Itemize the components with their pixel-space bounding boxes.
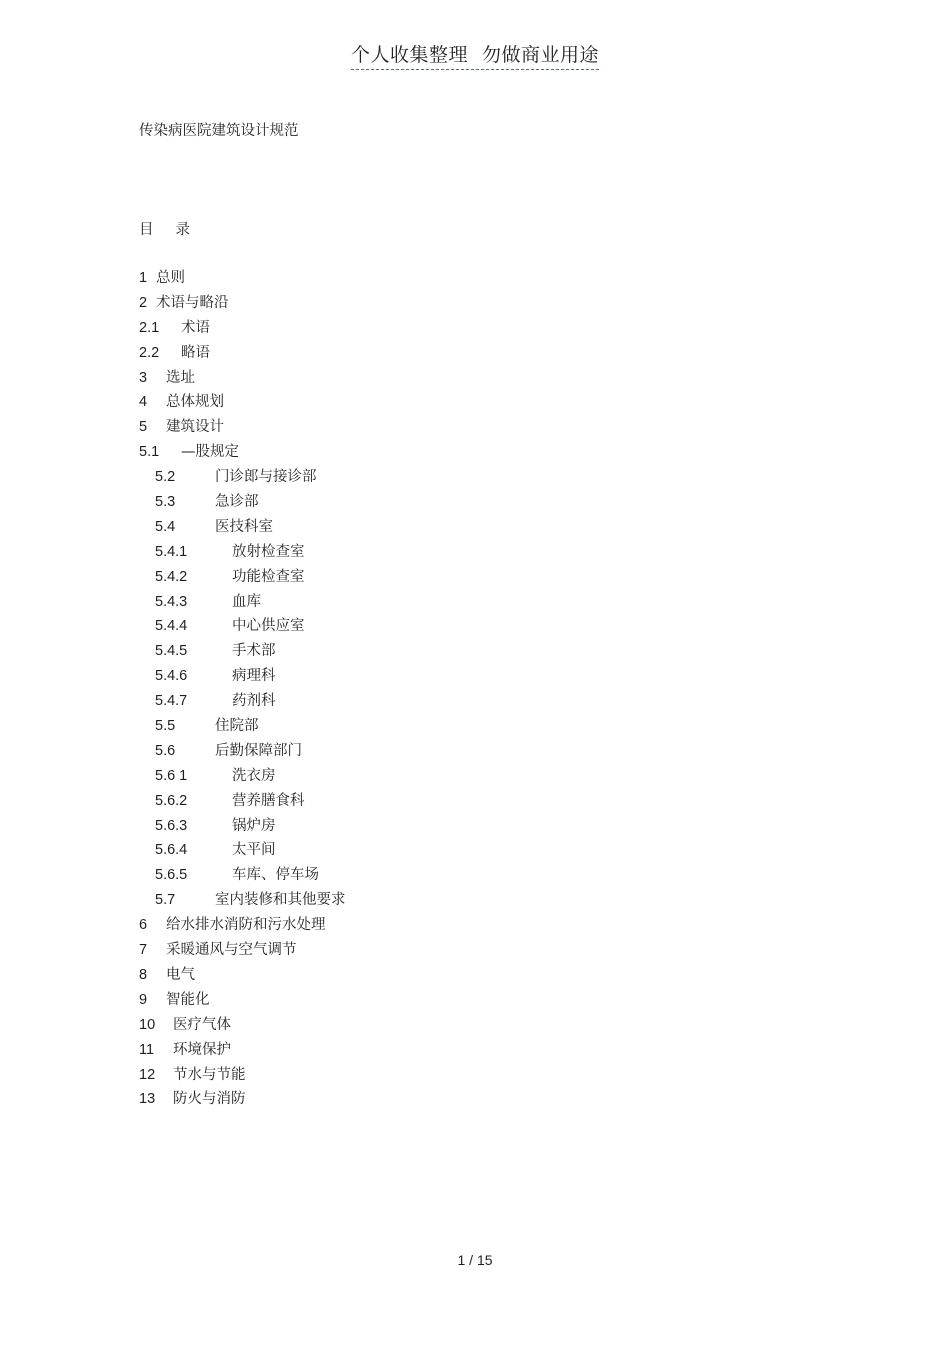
toc-item (139, 840, 346, 865)
toc-item-label: 功能检查室 (232, 568, 305, 585)
header-part-2: 勿做商业用途 (482, 44, 600, 66)
toc-item-label: 锅炉房 (232, 817, 276, 834)
toc-item-number: 5.2 (155, 469, 176, 486)
toc-heading-char-2: 录 (175, 222, 190, 238)
toc-item-label: 总体规划 (166, 394, 224, 411)
toc-item-label: 环境保护 (173, 1041, 231, 1058)
toc-item (139, 567, 346, 592)
toc-item (139, 616, 346, 641)
toc-item-label: —股规定 (181, 444, 239, 461)
toc-item-label: 医技科室 (215, 518, 273, 535)
toc-item-label: 医疗气体 (173, 1016, 231, 1033)
toc-item-number: 5.6 1 (155, 767, 188, 784)
toc-item (139, 293, 346, 318)
toc-item (139, 990, 346, 1015)
page-header (0, 40, 950, 70)
toc-item-number: 5.4.5 (155, 643, 188, 660)
toc-heading-char-1: 目 (139, 222, 154, 238)
toc-item (139, 1015, 346, 1040)
toc-item (139, 940, 346, 965)
toc-item-number: 5.3 (155, 494, 176, 511)
toc-item-number: 5.4 (155, 518, 176, 535)
toc-item (139, 1065, 346, 1090)
toc-item (139, 691, 346, 716)
toc-item-number: 8 (139, 966, 148, 983)
toc-item (139, 766, 346, 791)
toc-item (139, 791, 346, 816)
toc-item-label: 采暖通风与空气调节 (166, 942, 297, 959)
toc-item (139, 268, 346, 293)
toc-item-number: 5.6.3 (155, 817, 188, 834)
toc-item (139, 368, 346, 393)
toc-item (139, 1040, 346, 1065)
toc-item-label: 电气 (166, 966, 195, 983)
toc-item-number: 2 (139, 294, 148, 311)
toc-item-label: 建筑设计 (166, 419, 224, 436)
toc-item (139, 492, 346, 517)
toc-item (139, 517, 346, 542)
toc-item-number: 5.4.7 (155, 693, 188, 710)
toc-item-number: 5.6.2 (155, 792, 188, 809)
toc-item (139, 1089, 346, 1114)
toc-item (139, 666, 346, 691)
toc-item-number: 5.6 (155, 742, 176, 759)
toc-item (139, 392, 346, 417)
toc-item-number: 5.7 (155, 892, 176, 909)
toc-item-label: 血库 (232, 593, 261, 610)
toc-item (139, 592, 346, 617)
toc-item (139, 915, 346, 940)
toc-item-number: 2.2 (139, 344, 160, 361)
toc-item (139, 542, 346, 567)
toc-item-number: 5.4.6 (155, 668, 188, 685)
toc-item-number: 5 (139, 419, 148, 436)
toc-item-number: 1 (139, 270, 148, 286)
toc-item-label: 节水与节能 (173, 1066, 246, 1083)
toc-item-number: 5.1 (139, 444, 160, 461)
toc-heading (139, 218, 190, 239)
toc-item-number: 13 (139, 1091, 156, 1108)
toc-item-label: 中心供应室 (232, 618, 305, 635)
toc-item-label: 营养膳食科 (232, 792, 305, 809)
toc-item-label: 洗衣房 (232, 767, 276, 784)
toc-item-label: 放射检查室 (232, 543, 305, 560)
toc-item-number: 5.6.5 (155, 867, 188, 884)
document-title: 传染病医院建筑设计规范 (139, 123, 299, 139)
toc-item-number: 5.4.2 (155, 568, 188, 585)
toc-item-label: 病理科 (232, 668, 276, 685)
table-of-contents (139, 268, 346, 1114)
toc-item-label: 后勤保障部门 (215, 742, 302, 759)
toc-item (139, 467, 346, 492)
toc-item-label: 急诊部 (215, 494, 259, 511)
toc-item (139, 890, 346, 915)
toc-item-number: 7 (139, 942, 148, 959)
toc-item-number: 5.4.4 (155, 618, 188, 635)
toc-item (139, 318, 346, 343)
toc-item-number: 3 (139, 369, 148, 386)
toc-item-number: 10 (139, 1016, 156, 1033)
toc-item-number: 5.4.3 (155, 593, 188, 610)
toc-item (139, 741, 346, 766)
toc-item (139, 965, 346, 990)
toc-item (139, 343, 346, 368)
toc-item (139, 865, 346, 890)
header-watermark (351, 40, 599, 70)
toc-item-label: 总则 (156, 270, 185, 286)
toc-item-label: 选址 (166, 369, 195, 386)
toc-item-label: 给水排水消防和污水处理 (166, 917, 326, 934)
toc-item-number: 9 (139, 991, 148, 1008)
toc-item (139, 442, 346, 467)
toc-item (139, 816, 346, 841)
toc-item-label: 药剂科 (232, 693, 276, 710)
toc-item-label: 智能化 (166, 991, 210, 1008)
toc-item-number: 5.6.4 (155, 842, 188, 859)
toc-item-label: 术语 (181, 319, 210, 336)
toc-item-label: 防火与消防 (173, 1091, 246, 1108)
toc-item-number: 6 (139, 917, 148, 934)
toc-item-label: 车库、停车场 (232, 867, 319, 884)
toc-item-label: 术语与略沿 (156, 294, 229, 311)
toc-item-number: 5.4.1 (155, 543, 188, 560)
toc-item-number: 12 (139, 1066, 156, 1083)
toc-item-label: 门诊郎与接诊部 (215, 469, 317, 486)
header-part-1: 个人收集整理 (350, 44, 468, 66)
toc-item-number: 4 (139, 394, 148, 411)
toc-item-label: 住院部 (215, 718, 259, 735)
toc-item-number: 11 (139, 1041, 155, 1058)
page-number: 1 / 15 (457, 1252, 493, 1268)
toc-item-number: 5.5 (155, 718, 176, 735)
toc-item-label: 室内装修和其他要求 (215, 892, 346, 909)
toc-item (139, 417, 346, 442)
toc-item (139, 716, 346, 741)
toc-item-label: 略语 (181, 344, 210, 361)
toc-item (139, 641, 346, 666)
toc-item-number: 2.1 (139, 319, 160, 336)
toc-item-label: 太平间 (232, 842, 276, 859)
toc-item-label: 手术部 (232, 643, 276, 660)
